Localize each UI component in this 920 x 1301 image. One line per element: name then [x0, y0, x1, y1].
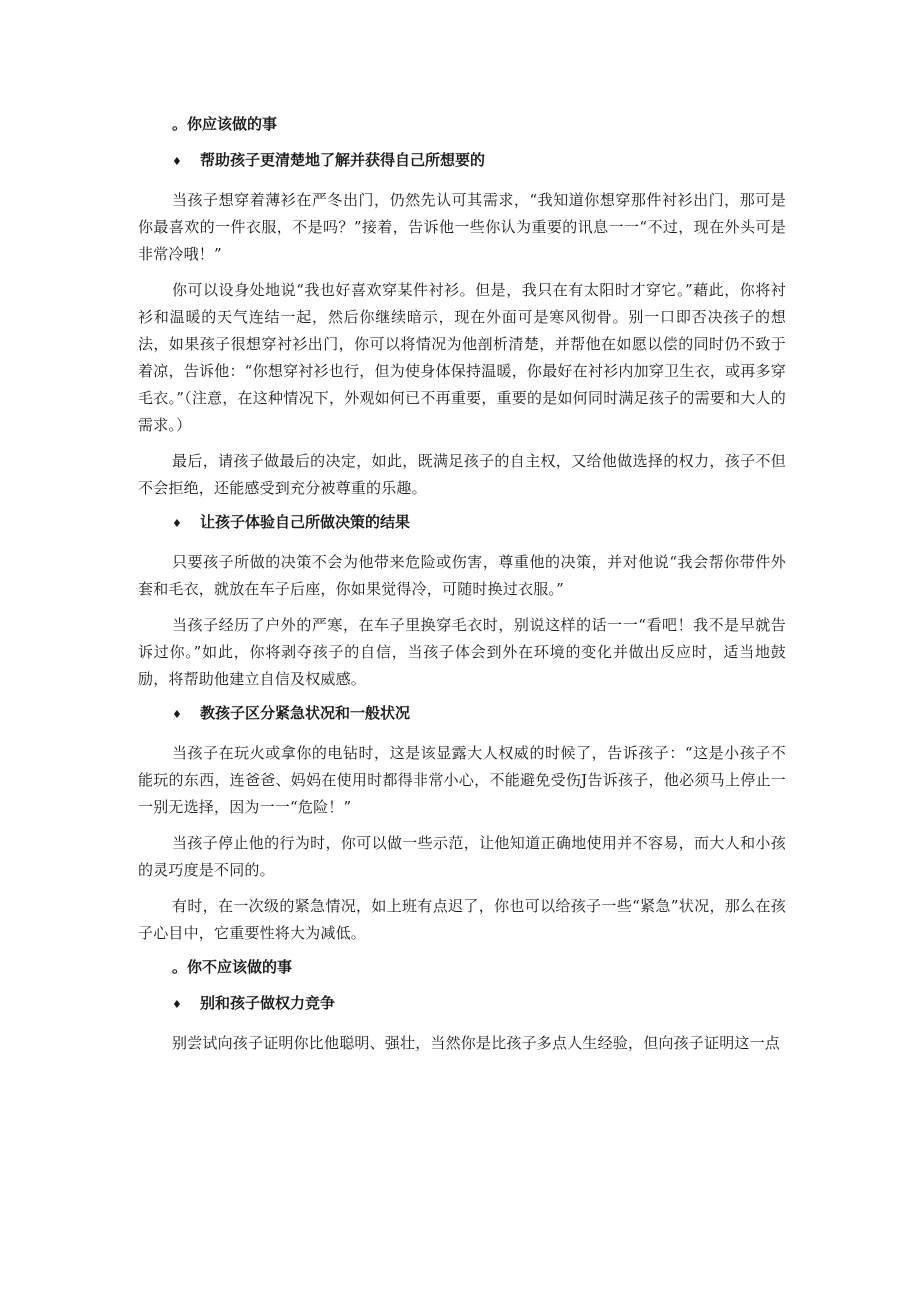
bullet-heading-text: 让孩子体验自己所做决策的结果: [200, 513, 411, 531]
paragraph: 只要孩子所做的决策不会为他带来危险或伤害，尊重他的决策，并对他说“我会帮你带件外套和毛衣，就放在车子后座，你如果觉得冷，可随时换过衣服。”: [138, 553, 786, 598]
paragraph: 当孩子停止他的行为时，你可以做一些示范，让他知道正确地使用并不容易，而大人和小孩的灵巧度是不同的。: [138, 834, 786, 879]
section-heading-should-not-do: 。你不应该做的事: [172, 958, 293, 976]
paragraph: 当孩子在玩火或拿你的电钻时，这是该显露大人权威的时候了，告诉孩子：“这是小孩子不能玩的东西，连爸爸、妈妈在使用时都得非常小心，不能避免受伤J告诉孩子，他必须马上停止一一别无选择，因为一一“危险！”: [138, 744, 786, 816]
bullet-heading-experience-results: [138, 511, 786, 535]
bullet-heading-power-struggle: [138, 992, 786, 1016]
paragraph: 当孩子经历了户外的严寒，在车子里换穿毛衣时，别说这样的话一一“看吧！我不是早就告诉过你。”如此，你将剥夺孩子的自信，当孩子体会到外在环境的变化并做出反应时，适当地鼓励，将帮助他建立自信及权威感。: [138, 616, 786, 688]
bullet-heading-text: 教孩子区分紧急状况和一般状况: [200, 704, 411, 722]
diamond-bullet-icon: ♦: [172, 708, 182, 721]
section-heading-should-do: 。你应该做的事: [172, 115, 278, 133]
bullet-heading-emergency: [138, 702, 786, 726]
bullet-heading-help-child: [138, 149, 786, 173]
document-body: [138, 113, 786, 1066]
bullet-heading-text: 帮助孩子更清楚地了解并获得自己所想要的: [200, 151, 486, 169]
paragraph: 你可以设身处地说“我也好喜欢穿某件衬衫。但是，我只在有太阳时才穿它。”藉此，你将衬衫和温暖的天气连结一起，然后你继续暗示，现在外面可是寒风彻骨。别一口即否决孩子的想法，如果孩子很想穿衬衫出门，你可以将情况为他剖析清楚，并帮他在如愿以偿的同时仍不致于着凉，告诉他：“你想穿衬衫也行，但为使身体保持温暖，你最好在衬衫内加穿卫生衣，或再多穿毛衣。”（注意，在这种情况下，外观如何已不再重要，重要的是如何同时满足孩子的需要和大人的需求。）: [138, 281, 786, 434]
paragraph: 最后，请孩子做最后的决定，如此，既满足孩子的自主权，又给他做选择的权力，孩子不但不会拒绝，还能感受到充分被尊重的乐趣。: [138, 452, 786, 497]
bullet-heading-text: 别和孩子做权力竞争: [200, 994, 336, 1012]
paragraph: 有时，在一次级的紧急情况，如上班有点迟了，你也可以给孩子一些“紧急”状况，那么在孩子心目中，它重要性将大为减低。: [138, 897, 786, 942]
diamond-bullet-icon: ♦: [172, 517, 182, 530]
diamond-bullet-icon: ♦: [172, 998, 182, 1011]
paragraph: 当孩子想穿着薄衫在严冬出门，仍然先认可其需求，“我知道你想穿那件衬衫出门，那可是你最喜欢的一件衣服，不是吗？”接着，告诉他一些你认为重要的讯息一一“不过，现在外头可是非常冷哦！”: [138, 191, 786, 263]
paragraph: 别尝试向孩子证明你比他聪明、强壮，当然你是比孩子多点人生经验，但向孩子证明这一点: [172, 1034, 781, 1052]
diamond-bullet-icon: ♦: [172, 155, 182, 168]
